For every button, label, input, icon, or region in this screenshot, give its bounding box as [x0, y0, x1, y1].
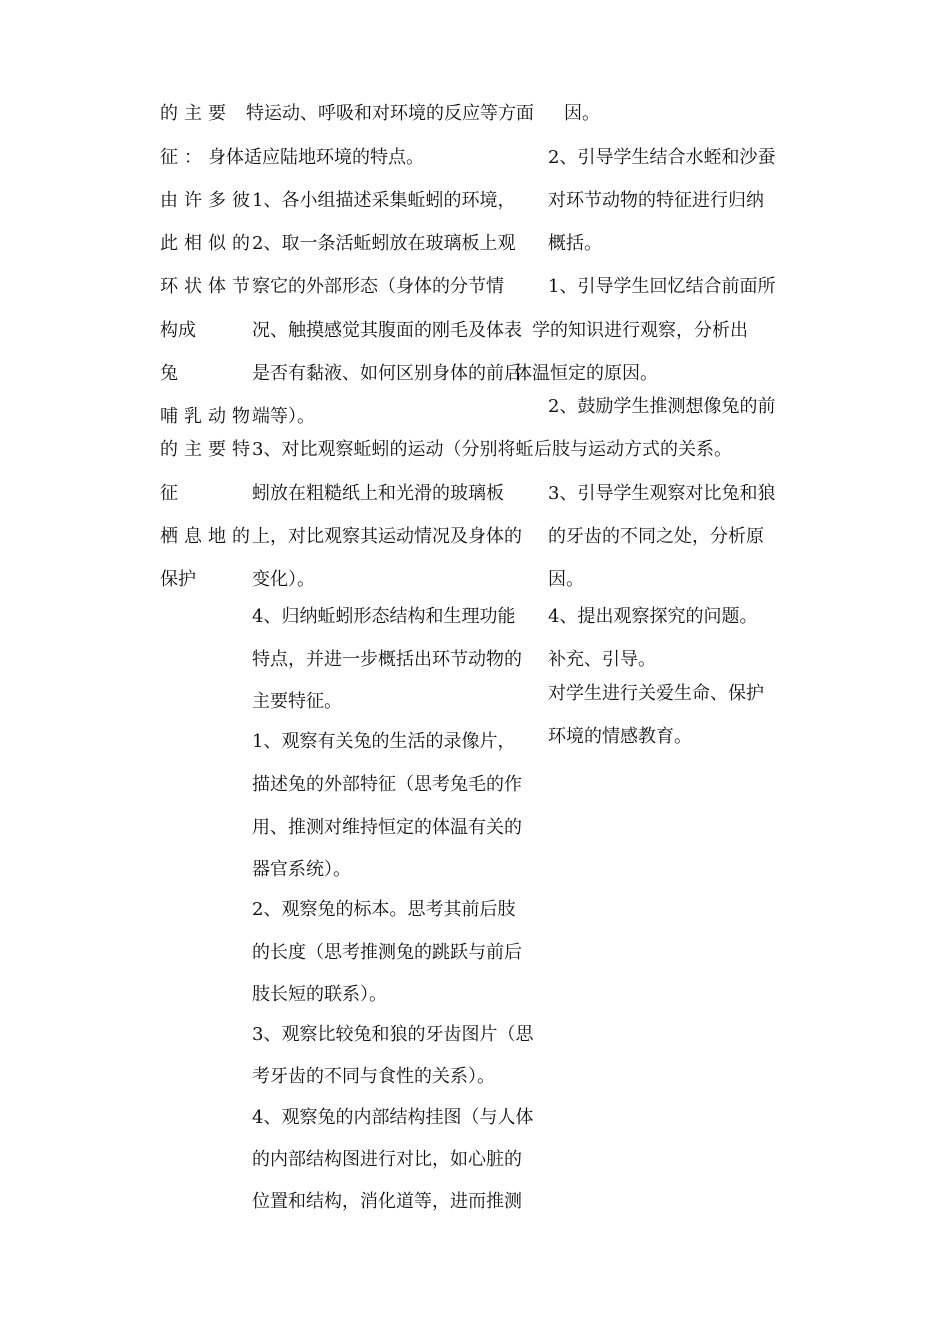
text-line: 2、观察兔的标本。思考其前后肢: [252, 899, 516, 920]
text-line: 学的知识进行观察，分析出: [532, 320, 748, 341]
text-line: 对学生进行关爱生命、保护: [548, 683, 764, 704]
text-line: 的内部结构图进行对比，如心脏的: [252, 1149, 522, 1170]
text-line: 哺乳动物: [160, 406, 256, 427]
text-line: 2、取一条活蚯蚓放在玻璃板上观: [252, 233, 516, 254]
text-line: 位置和结构，消化道等，进而推测: [252, 1191, 522, 1212]
text-line: 的牙齿的不同之处，分析原: [548, 526, 764, 547]
text-line: 对环节动物的特征进行归纳: [548, 190, 764, 211]
text-line: 由许多彼: [160, 190, 256, 211]
text-line: 察它的外部形态（身体的分节情: [252, 276, 504, 297]
text-line: 器官系统）。: [252, 859, 351, 880]
text-line: 是否有黏液、如何区别身体的前后: [252, 363, 522, 384]
text-line: 4、观察兔的内部结构挂图（与人体: [252, 1107, 534, 1128]
text-line: 考牙齿的不同与食性的关系）。: [252, 1066, 495, 1087]
text-line: 3、观察比较兔和狼的牙齿图片（思: [252, 1024, 534, 1045]
text-line: 兔: [160, 363, 178, 384]
text-line: 构成: [160, 320, 196, 341]
text-line: 环境的情感教育。: [548, 726, 692, 747]
text-line: 因。: [564, 103, 600, 124]
text-line: 概括。: [548, 233, 602, 254]
text-line: 栖息地的: [160, 526, 256, 547]
text-line: 1、各小组描述采集蚯蚓的环境，: [252, 190, 516, 211]
text-line: 用、推测对维持恒定的体温有关的: [252, 817, 522, 838]
text-line: 的主要: [160, 103, 232, 124]
text-line: 此相似的: [160, 233, 256, 254]
text-line: 体温恒定的原因。: [514, 363, 658, 384]
text-line: 3、引导学生观察对比兔和狼: [548, 483, 776, 504]
text-line: 蚓放在粗糙纸上和光滑的玻璃板: [252, 483, 504, 504]
text-line: 描述兔的外部特征（思考兔毛的作: [252, 774, 522, 795]
text-line: 征：: [160, 147, 208, 168]
text-line: 况、触摸感觉其腹面的刚毛及体表: [252, 320, 522, 341]
text-line: 后肢与运动方式的关系。: [534, 439, 732, 460]
text-line: 特运动、呼吸和对环境的反应等方面: [246, 103, 534, 124]
text-line: 2、引导学生结合水蛭和沙蚕: [548, 147, 776, 168]
text-line: 变化）。: [252, 569, 315, 590]
text-line: 特点，并进一步概括出环节动物的: [252, 649, 522, 670]
text-line: 主要特征。: [252, 691, 342, 712]
text-line: 4、归纳蚯蚓形态结构和生理功能: [252, 606, 516, 627]
text-line: 3、对比观察蚯蚓的运动（分别将蚯: [252, 439, 534, 460]
text-line: 补充、引导。: [548, 649, 656, 670]
text-line: 环状体节: [160, 276, 256, 297]
text-line: 1、引导学生回忆结合前面所: [548, 276, 776, 297]
text-line: 肢长短的联系）。: [252, 984, 387, 1005]
text-line: 的长度（思考推测兔的跳跃与前后: [252, 942, 522, 963]
text-line: 保护: [160, 569, 196, 590]
text-line: 上，对比观察其运动情况及身体的: [252, 526, 522, 547]
text-line: 的主要特: [160, 439, 256, 460]
text-line: 因。: [548, 569, 584, 590]
text-line: 端等）。: [252, 406, 315, 427]
text-line: 征: [160, 483, 178, 504]
text-line: 身体适应陆地环境的特点。: [208, 147, 424, 168]
text-line: 2、鼓励学生推测想像兔的前: [548, 396, 776, 417]
text-line: 1、观察有关兔的生活的录像片，: [252, 731, 516, 752]
text-line: 4、提出观察探究的问题。: [548, 606, 758, 627]
